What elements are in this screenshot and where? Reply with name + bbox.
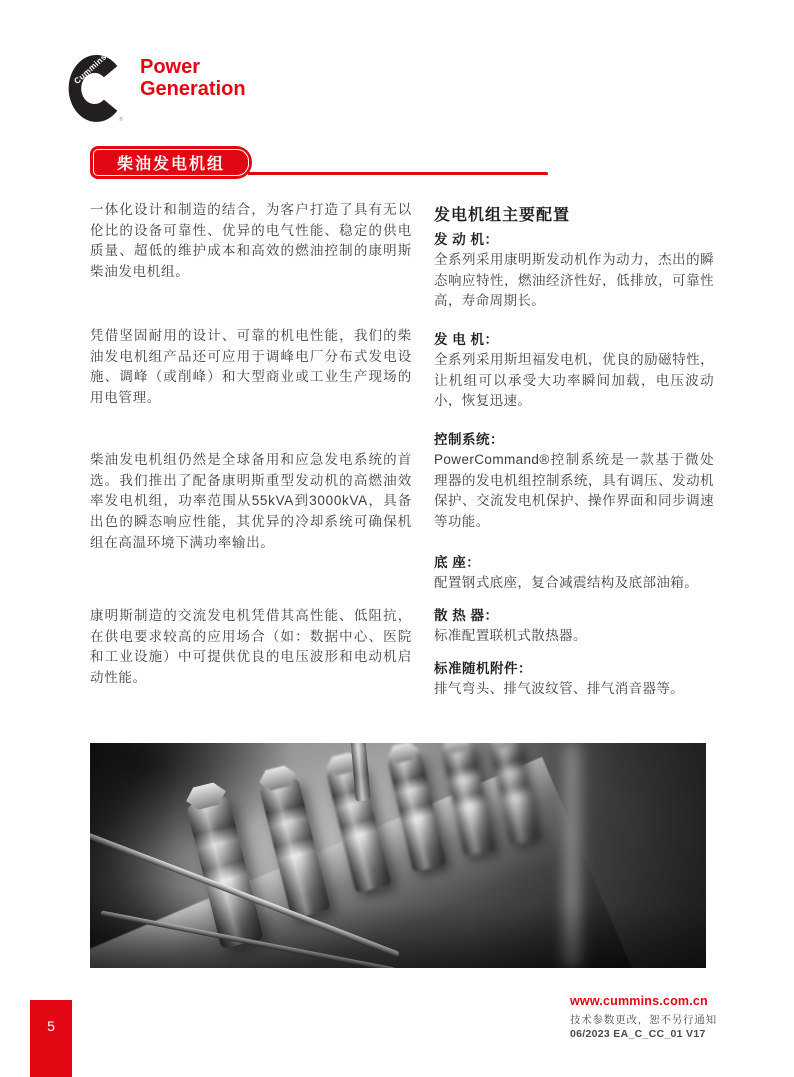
section-label: 底 座： xyxy=(434,555,481,570)
intro-paragraph: 一体化设计和制造的结合，为客户打造了具有无以伦比的设备可靠性、优异的电气性能、稳定的供电质量、超低的维护成本和高效的燃油控制的康明斯柴油发电机组。 xyxy=(90,202,412,280)
cummins-logo xyxy=(66,53,124,125)
intro-paragraph: 康明斯制造的交流发电机凭借其高性能、低阻抗，在供电要求较高的应用场合（如：数据中心、医院和工业设施）中可提供优良的电压波形和电动机启动性能。 xyxy=(90,608,412,686)
cummins-c-icon xyxy=(66,53,124,125)
intro-paragraph: 柴油发电机组仍然是全球备用和应急发电系统的首选。我们推出了配备康明斯重型发动机的高燃油效率发电机组，功率范围从55kVA到3000kVA，具备出色的瞬态响应性能，其优异的冷却系统可确保机组在高温环境下满功率输出。 xyxy=(90,452,412,550)
config-section-alternator xyxy=(434,329,714,412)
config-section-engine xyxy=(434,229,714,312)
section-body: PowerCommand®控制系统是一款基于微处理器的发电机组控制系统，具有调压、发动机保护、交流发电机保护、操作界面和同步调速等功能。 xyxy=(434,452,714,530)
page-number-box xyxy=(30,1000,72,1077)
section-label: 发 电 机： xyxy=(434,332,499,347)
section-label: 发 动 机： xyxy=(434,232,499,247)
document-code: 06/2023 EA_C_CC_01 V17 xyxy=(570,1028,706,1040)
config-title: 发电机组主要配置 xyxy=(434,207,571,224)
engine-photo xyxy=(90,743,706,968)
tagline-power: Power xyxy=(140,56,201,78)
brand-tagline xyxy=(140,56,246,100)
page-number: 5 xyxy=(47,1018,55,1034)
config-section-base xyxy=(434,552,714,594)
engine-photo-blurred-rod xyxy=(558,743,586,968)
section-banner xyxy=(90,146,252,179)
section-body: 排气弯头、排气波纹管、排气消音器等。 xyxy=(434,681,685,696)
section-label: 控制系统： xyxy=(434,432,504,447)
banner-rule xyxy=(248,172,548,175)
config-section-control-system xyxy=(434,429,714,533)
section-body: 全系列采用斯坦福发电机，优良的励磁特性，让机组可以承受大功率瞬间加载，电压波动小，恢复迅速。 xyxy=(434,352,714,409)
cummins-wordmark: Cummins xyxy=(71,53,109,87)
config-section-radiator xyxy=(434,605,714,647)
section-body: 全系列采用康明斯发动机作为动力，杰出的瞬态响应特性，燃油经济性好，低排放，可靠性高，寿命周期长。 xyxy=(434,252,714,309)
intro-paragraph: 凭借坚固耐用的设计、可靠的机电性能，我们的柴油发电机组产品还可应用于调峰电厂分布式发电设施、调峰（或削峰）和大型商业或工业生产现场的用电管理。 xyxy=(90,328,412,406)
section-label: 散 热 器： xyxy=(434,608,499,623)
section-body: 标准配置联机式散热器。 xyxy=(434,628,587,643)
tagline-generation: Generation xyxy=(140,78,246,100)
section-body: 配置钢式底座，复合减震结构及底部油箱。 xyxy=(434,575,699,590)
website-link[interactable]: www.cummins.com.cn xyxy=(570,994,708,1008)
section-label: 标准随机附件： xyxy=(434,661,532,676)
section-banner-inner xyxy=(93,149,249,176)
registered-mark: ® xyxy=(118,116,123,123)
config-section-accessories xyxy=(434,658,714,700)
section-banner-title: 柴油发电机组 xyxy=(116,156,225,173)
disclaimer-text: 技术参数更改，恕不另行通知 xyxy=(570,1014,717,1026)
